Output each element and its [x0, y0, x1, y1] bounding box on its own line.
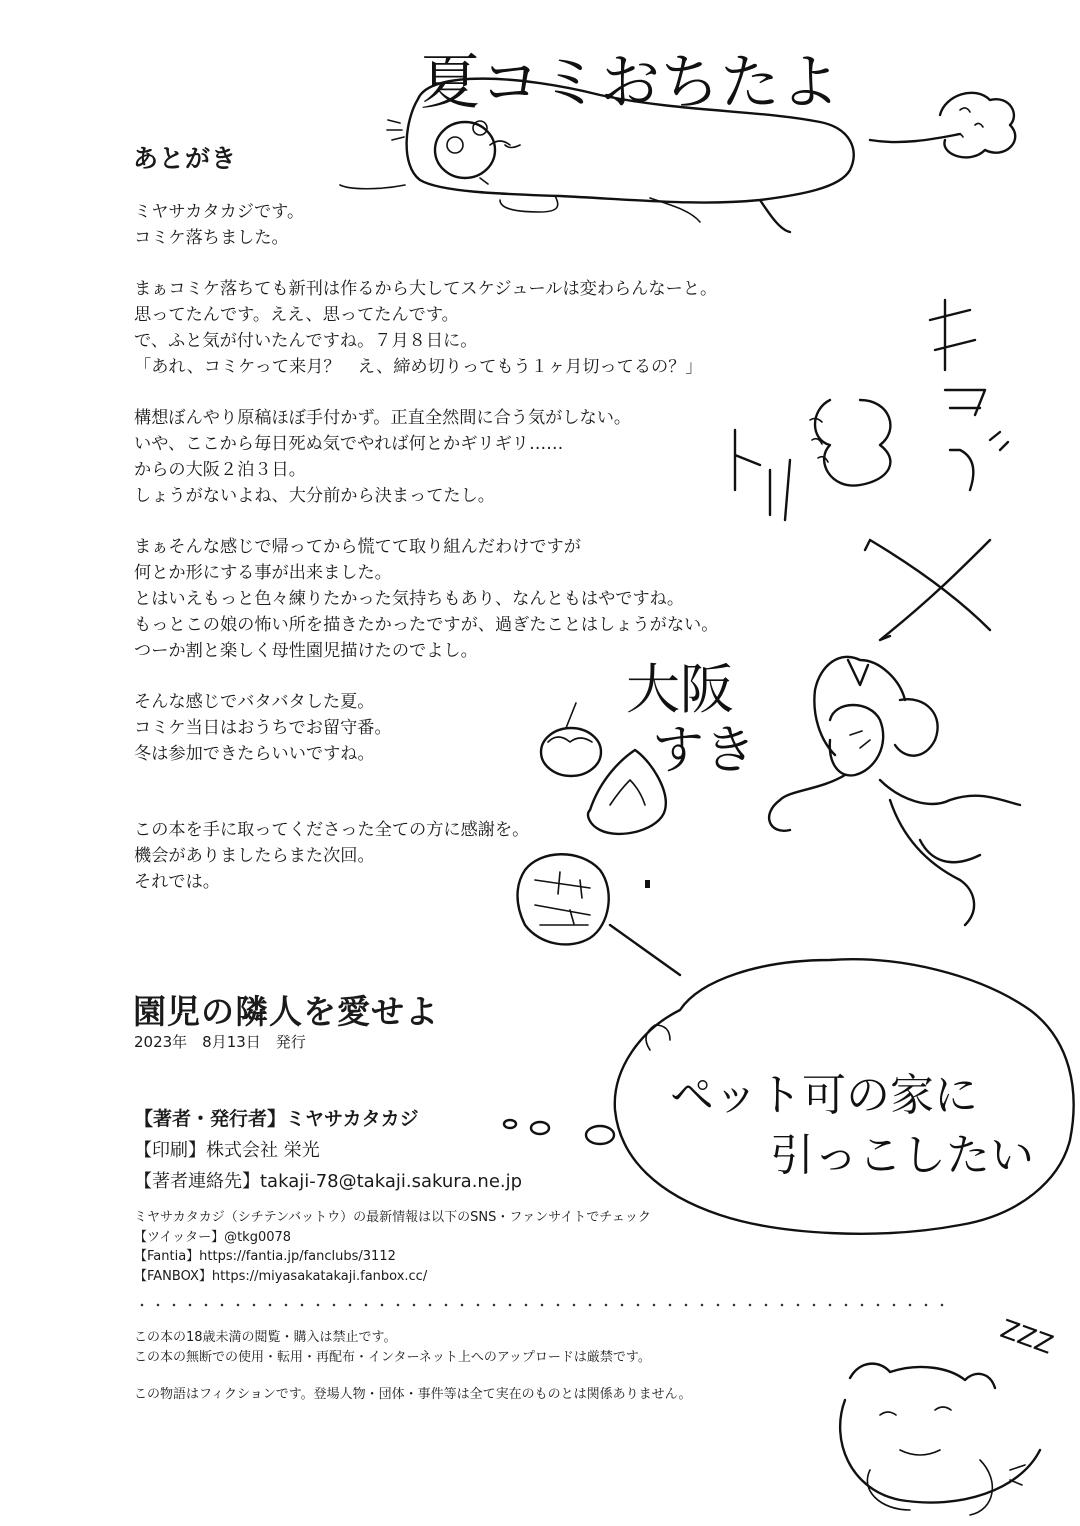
- author-publisher: 【著者・発行者】ミヤサカタカジ: [134, 1108, 419, 1130]
- paragraph-3: [134, 405, 794, 509]
- afterword-heading: あとがき: [133, 144, 238, 173]
- sleeping-creature-doodle: [840, 1314, 1057, 1515]
- text-line: 何とか形にする事が出来ました。: [134, 563, 392, 583]
- sns-intro: ミヤサカタカジ（シチテンバットウ）の最新情報は以下のSNS・ファンサイトでチェック: [134, 1210, 651, 1225]
- fiction-notice: この物語はフィクションです。登場人物・団体・事件等は全て実在のものとは関係ありません。: [134, 1387, 692, 1402]
- text-line: ミヤサカタカジです。: [134, 202, 305, 222]
- text-line: 「あれ、コミケって来月？ え、締め切りってもう１ヶ月切ってるの？」: [134, 357, 703, 377]
- text-line: で、ふと気が付いたんですね。７月８日に。: [134, 331, 478, 351]
- legal-notices: [134, 1328, 691, 1405]
- text-line: コミケ落ちました。: [134, 228, 289, 248]
- text-line: そんな感じでバタバタした夏。: [134, 692, 375, 712]
- thought-bubble-doodle: [504, 959, 1074, 1233]
- robot-character-doodle: [769, 657, 1020, 925]
- text-line: もっとこの娘の怖い所を描きたかったですが、過ぎたことはしょうがない。: [134, 615, 719, 635]
- zzz-text: ZZZ: [996, 1314, 1057, 1361]
- paragraph-1: [134, 199, 794, 251]
- copy-notice: この本の無断での使用・転用・再配布・インターネット上へのアップロードは厳禁です。: [134, 1350, 651, 1365]
- text-line: 機会がありましたらまた次回。: [134, 846, 375, 866]
- author-contact: 【著者連絡先】takaji-78@takaji.sakura.ne.jp: [134, 1171, 523, 1192]
- osaka-caption: 大阪: [626, 658, 734, 721]
- text-line: コミケ当日はおうちでお留守番。: [134, 718, 392, 738]
- text-line: まぁそんな感じで帰ってから慌てて取り組んだわけですが: [134, 537, 581, 557]
- dotted-divider: [134, 1303, 954, 1307]
- text-line: つーか割と楽しく母性園児描けたのでよし。: [134, 641, 478, 661]
- text-line: 構想ぼんやり原稿ほぼ手付かず。正直全然間に合う気がしない。: [134, 408, 632, 428]
- fantia-link[interactable]: 【Fantia】https://fantia.jp/fanclubs/3112: [134, 1249, 396, 1264]
- suki-caption: すき: [652, 721, 757, 781]
- bubble-line-2: 引っこしたい: [770, 1130, 1034, 1181]
- sns-links: [134, 1208, 651, 1286]
- afterword-body: [134, 199, 794, 920]
- paragraph-4: [134, 534, 794, 664]
- book-title: 園児の隣人を愛せよ: [133, 992, 439, 1031]
- text-line: この本を手に取ってくださった全ての方に感謝を。: [134, 820, 530, 840]
- printer: 【印刷】株式会社 栄光: [134, 1140, 320, 1161]
- bubble-line-1: ペット可の家に: [670, 1070, 978, 1121]
- paragraph-2: [134, 276, 794, 380]
- fanbox-link[interactable]: 【FANBOX】https://miyasakatakaji.fanbox.cc/: [134, 1268, 428, 1284]
- text-line: とはいえもっと色々練りたかった気持ちもあり、なんともはやですね。: [134, 589, 685, 609]
- text-line: それでは。: [134, 872, 220, 892]
- text-line: しょうがないよね、大分前から決まってたし。: [134, 486, 495, 506]
- twitter-link[interactable]: 【ツイッター】@tkg0078: [134, 1229, 292, 1245]
- top-caption: 夏コミおちたよ: [420, 48, 840, 118]
- text-line: 冬は参加できたらいいですね。: [134, 744, 375, 764]
- paragraph-5: [134, 689, 794, 767]
- paragraph-6: [134, 817, 794, 895]
- credits-block: [134, 1104, 522, 1197]
- text-line: 思ってたんです。ええ、思ってたんです。: [134, 305, 459, 325]
- text-line: まぁコミケ落ちても新刊は作るから大してスケジュールは変わらんなーと。: [134, 279, 718, 299]
- text-line: からの大阪２泊３日。: [134, 460, 306, 480]
- publication-date: 2023年 8月13日 発行: [134, 1033, 306, 1051]
- text-line: いや、ここから毎日死ぬ気でやれば何とかギリギリ……: [134, 434, 564, 454]
- age-notice: この本の18歳未満の閲覧・購入は禁止です。: [134, 1330, 397, 1345]
